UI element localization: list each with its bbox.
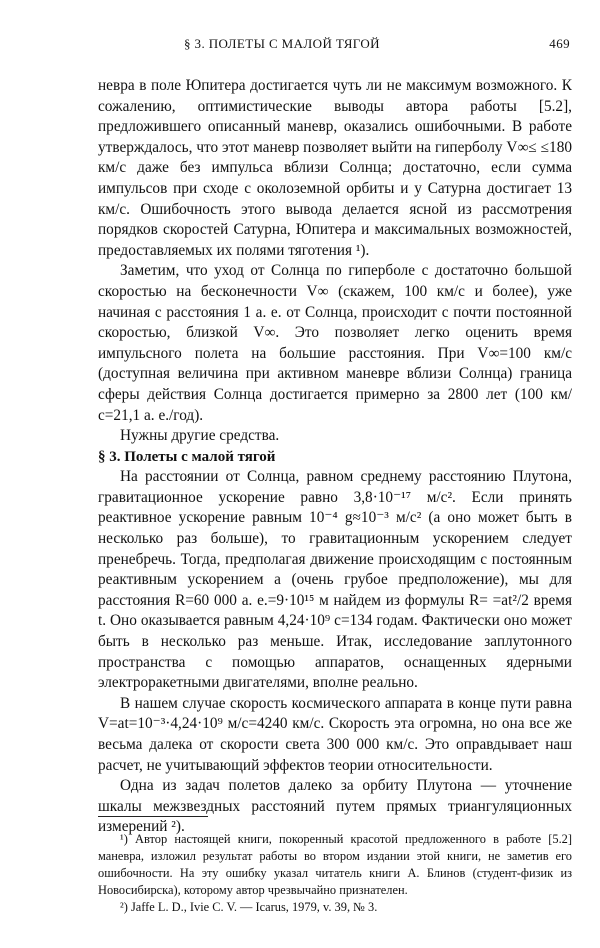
footnote-1: ¹) Автор настоящей книги, покоренный красотой предложенного в работе [5.2] маневра, изложил результат работы во втором издании этой книги, не заметив его ошибочности. На эту ошибку указал читатель книги А. Блинов (студент-физик из Новосибирска), которому автор чрезвычайно признателен. <box>98 832 572 897</box>
paragraph-5: В нашем случае скорость космического аппарата в конце пути равна V=at=10⁻³·4,24·10⁹ м/с=4240 км/с. Скорость эта огромна, но она все же весьма далека от скорости света 300 000 км/с. Это оправдывает наш расчет, не учитывающий эффектов теории относительности. <box>98 694 572 774</box>
paragraph-6: Одна из задач полетов далеко за орбиту Плутона — уточнение шкалы межзвездных расстояний путем прямых триангуляционных измерений ²). <box>98 777 572 836</box>
paragraph-2: Заметим, что уход от Солнца по гиперболе с достаточно большой скоростью на бесконечности V∞ (скажем, 100 км/с и более), уже начиная с расстояния 1 а. е. от Солнца, происходит с почти постоянной скоростью, близкой V∞. Это позволяет легко оценить время импульсного полета на большие расстояния. При V∞=100 км/с (доступная величина при активном маневре вблизи Солнца) граница сферы действия Солнца достигается примерно за 2800 лет (100 км/с=21,1 а. е./год). <box>98 262 572 424</box>
footnotes <box>98 816 572 916</box>
footnote-2: ²) Jaffe L. D., Ivie C. V. — Icarus, 1979, v. 39, № 3. <box>120 900 378 914</box>
running-title: § 3. ПОЛЕТЫ С МАЛОЙ ТЯГОЙ <box>184 36 380 51</box>
page-number: 469 <box>549 36 570 51</box>
section-heading: § 3. Полеты с малой тягой <box>98 448 276 465</box>
main-text <box>98 76 572 838</box>
footnote-divider <box>98 816 208 817</box>
paragraph-1: невра в поле Юпитера достигается чуть ли не максимум возможного. К сожалению, оптимистические выводы автора работы [5.2], предложившего описанный маневр, оказались ошибочными. В работе утверждалось, что этот маневр позволяет выйти на гиперболу V∞≤ ≤180 км/с даже без импульса вблизи Солнца; достаточно, если сумма импульсов при сходе с околоземной орбиты и у Сатурна достигает 13 км/с. Ошибочность этого вывода делается ясной из рассмотрения порядков скоростей Сатурна, Юпитера и максимальных возможностей, предоставляемых их полями тяготения ¹). <box>98 77 572 259</box>
paragraph-3: Нужны другие средства. <box>120 427 280 445</box>
running-header <box>100 36 570 56</box>
paragraph-4: На расстоянии от Солнца, равном среднему расстоянию Плутона, гравитационное ускорение равно 3,8·10⁻¹⁷ м/с². Если принять реактивное ускорение равным 10⁻⁴ g≈10⁻³ м/с² (а оно может быть в несколько раз больше), то гравитационным ускорением следует пренебречь. Тогда, предполагая движение происходящим с постоянным реактивным ускорением a (очень грубое предположение), мы для расстояния R=60 000 а. е.=9·10¹⁵ м найдем из формулы R= =at²/2 время t. Оно оказывается равным 4,24·10⁹ с=134 годам. Фактически оно может быть в несколько раз меньше. Итак, исследование заплутонного пространства с помощью аппаратов, оснащенных ядерными электроракетными двигателями, вполне реально. <box>98 468 572 692</box>
